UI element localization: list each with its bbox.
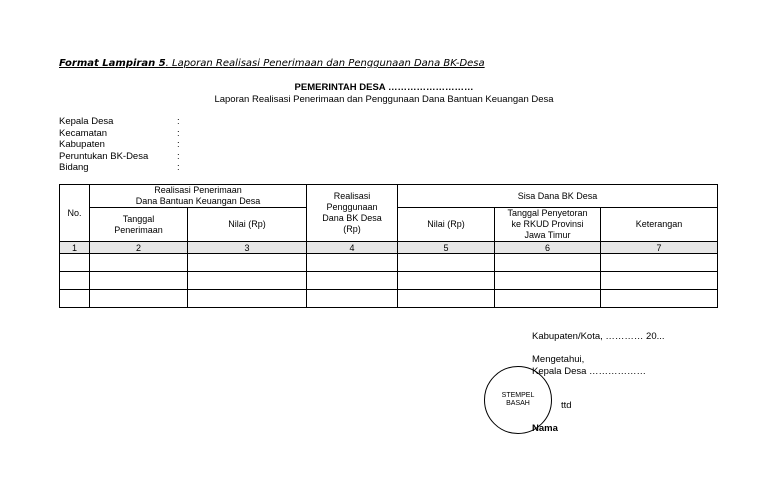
header-realisasi-penerimaan: Realisasi Penerimaan Dana Bantuan Keuangan Desa (90, 185, 307, 208)
kepala-desa-label: Kepala Desa ……………… (532, 366, 647, 377)
info-colon: : (177, 162, 180, 174)
info-label: Bidang (59, 162, 89, 174)
info-row-peruntukan (59, 151, 187, 163)
info-label: Kabupaten (59, 139, 105, 151)
table-cell (307, 254, 398, 272)
column-number: 1 (60, 242, 90, 254)
header-nilai-sisa: Nilai (Rp) (398, 208, 495, 242)
table-cell (90, 290, 188, 308)
table-cell (188, 290, 307, 308)
info-label: Peruntukan BK-Desa (59, 150, 149, 162)
header-nilai-penerimaan: Nilai (Rp) (188, 208, 307, 242)
mengetahui-label: Mengetahui, (532, 354, 585, 365)
table-cell (188, 272, 307, 290)
column-number: 5 (398, 242, 495, 254)
header-realisasi-penggunaan: Realisasi Penggunaan Dana BK Desa (Rp) (307, 185, 398, 242)
table-cell (307, 290, 398, 308)
header-keterangan: Keterangan (601, 208, 718, 242)
column-number-row (60, 242, 718, 254)
attachment-header (59, 58, 485, 69)
table-cell (60, 290, 90, 308)
table-row (60, 254, 718, 272)
nama-label: Nama (532, 423, 558, 434)
table-cell (495, 254, 601, 272)
info-row-kepala-desa (59, 116, 187, 128)
table-cell (398, 272, 495, 290)
info-colon: : (177, 150, 180, 162)
government-title: PEMERINTAH DESA ……………………… (294, 82, 474, 93)
table-cell (495, 290, 601, 308)
table-cell (398, 254, 495, 272)
stamp-text-line2: BASAH (506, 400, 530, 407)
place-date: Kabupaten/Kota, ………… 20... (532, 331, 665, 342)
table-cell (398, 290, 495, 308)
header-tanggal-penerimaan: Tanggal Penerimaan (90, 208, 188, 242)
column-number: 6 (495, 242, 601, 254)
report-table (59, 184, 718, 308)
table-cell (307, 272, 398, 290)
info-row-bidang (59, 162, 187, 174)
report-title: Laporan Realisasi Penerimaan dan Penggunaan Dana Bantuan Keuangan Desa (214, 94, 554, 105)
stamp-text-line1: STEMPEL (501, 392, 535, 399)
column-number: 7 (601, 242, 718, 254)
table-cell (495, 272, 601, 290)
table-cell (601, 290, 718, 308)
info-colon: : (177, 116, 180, 127)
info-label: Kecamatan (59, 127, 108, 139)
column-number: 4 (307, 242, 398, 254)
table-cell (90, 254, 188, 272)
format-title: . Laporan Realisasi Penerimaan dan Penggunaan Dana BK-Desa (165, 58, 485, 69)
column-number: 3 (188, 242, 307, 254)
format-label: Format Lampiran 5 (59, 58, 166, 69)
info-label: Kepala Desa (59, 116, 114, 127)
table-cell (90, 272, 188, 290)
info-colon: : (177, 139, 180, 151)
header-no: No. (60, 185, 90, 242)
header-sisa-dana: Sisa Dana BK Desa (398, 185, 718, 208)
table-row (60, 272, 718, 290)
ttd-label: ttd (561, 400, 572, 411)
info-row-kabupaten (59, 139, 187, 151)
header-tanggal-penyetoran: Tanggal Penyetoran ke RKUD Provinsi Jawa Timur (495, 208, 601, 242)
info-block (59, 116, 187, 174)
info-colon: : (177, 127, 180, 139)
table-cell (188, 254, 307, 272)
table-row (60, 290, 718, 308)
table-cell (601, 254, 718, 272)
table-cell (60, 272, 90, 290)
table-cell (60, 254, 90, 272)
column-number: 2 (90, 242, 188, 254)
table-cell (601, 272, 718, 290)
info-row-kecamatan (59, 128, 187, 140)
